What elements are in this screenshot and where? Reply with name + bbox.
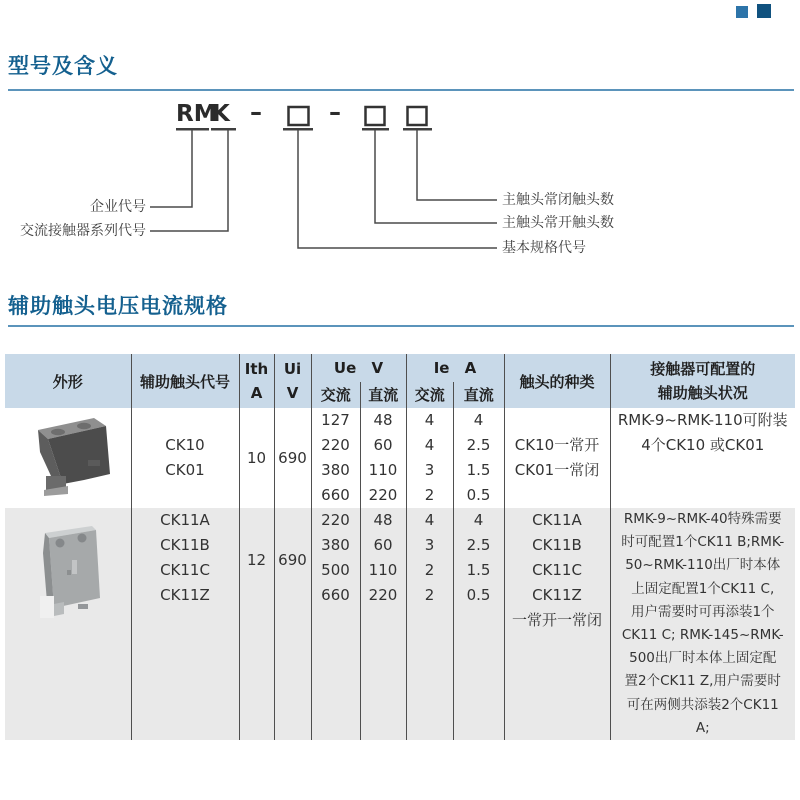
value: 2.5: [466, 436, 491, 454]
config-note-line: 上固定配置1个CK11 C,: [631, 580, 775, 597]
ue-ac-cell: [311, 508, 360, 740]
value: 1.5: [466, 461, 491, 479]
aux-code: CK11Z: [160, 586, 210, 604]
header-contact-kind: 触头的种类: [504, 354, 610, 408]
value: 60: [373, 536, 393, 554]
contact-kind: CK11Z: [532, 586, 582, 604]
value: 690: [278, 551, 307, 569]
value: 0.5: [466, 586, 491, 604]
value: 3: [424, 536, 435, 554]
value: 380: [321, 461, 350, 479]
section-title-aux-contacts: 辅助触头电压电流规格: [8, 294, 228, 318]
value: 220: [321, 436, 350, 454]
label-main-nc-contacts: 主触头常闭触头数: [502, 192, 614, 208]
ue-ac-cell: [311, 408, 360, 508]
model-code-dash: –: [329, 98, 341, 126]
contact-kind: CK11C: [532, 561, 582, 579]
ck10-contact-photo: [18, 412, 118, 500]
model-code-diagram: [0, 0, 800, 270]
header-ui-symbol: Ui: [283, 360, 302, 378]
header-ie: [406, 354, 504, 408]
value: 1.5: [466, 561, 491, 579]
ie-dc-cell: [453, 508, 504, 740]
header-ith-symbol: Ith: [244, 360, 269, 378]
value: 2: [424, 486, 435, 504]
value: 660: [321, 586, 350, 604]
config-note-line: RMK-9~RMK-110可附装: [617, 411, 788, 429]
header-ue: [311, 354, 406, 408]
value: 2: [424, 561, 435, 579]
aux-code: CK11A: [160, 511, 210, 529]
value: 500: [321, 561, 350, 579]
config-note-line: RMK-9~RMK-40特殊需要: [623, 511, 782, 527]
config-note-line: 置2个CK11 Z,用户需要时: [624, 673, 781, 690]
ui-cell: 690: [274, 408, 311, 508]
value: 220: [368, 586, 398, 604]
value: 110: [368, 561, 398, 579]
aux-contact-spec-table: [5, 354, 795, 740]
section-divider: [8, 325, 794, 327]
header-aux-code: 辅助触头代号: [131, 354, 239, 408]
config-note-line: 可在两侧共添装2个CK11: [626, 696, 779, 713]
ie-ac-cell: [406, 408, 453, 508]
ck11-contact-photo: [20, 518, 115, 623]
value: 4: [473, 411, 484, 429]
config-note-cell: [610, 408, 795, 508]
contact-kind: 一常开一常闭: [511, 611, 602, 629]
aux-code: CK11C: [160, 561, 210, 579]
label-series-code: 交流接触器系列代号: [20, 223, 146, 239]
model-code-dash: –: [250, 98, 262, 126]
value: 4: [424, 511, 435, 529]
header-ui: [274, 354, 311, 408]
value: 0.5: [466, 486, 491, 504]
config-note-line: CK11 C; RMK-145~RMK-: [621, 627, 784, 644]
header-ie-dc: 直流: [453, 382, 503, 408]
label-enterprise-code: 企业代号: [90, 199, 146, 215]
value: 2.5: [466, 536, 491, 554]
ie-ac-cell: [406, 508, 453, 740]
contact-kind: CK11B: [532, 536, 582, 554]
header-ie-ac: 交流: [414, 385, 445, 404]
value: 60: [373, 436, 393, 454]
label-basic-spec-code: 基本规格代号: [502, 240, 586, 256]
value: 380: [321, 536, 350, 554]
value: 48: [373, 511, 393, 529]
config-note-line: A;: [695, 719, 710, 736]
header-ith-unit: A: [250, 384, 263, 402]
config-note-line: 500出厂时本体上固定配: [629, 650, 777, 667]
label-main-no-contacts: 主触头常开触头数: [502, 215, 614, 231]
value: 3: [424, 461, 435, 479]
value: 4: [473, 511, 484, 529]
header-outline: 外形: [5, 354, 131, 408]
table-row-ck11: [5, 508, 795, 740]
product-photo-cell: [5, 408, 131, 508]
header-ue-symbol: Ue V: [333, 358, 384, 377]
config-note-line: 4个CK10 或CK01: [641, 436, 765, 454]
header-ui-unit: V: [286, 384, 299, 402]
header-ue-ac: 交流: [320, 385, 351, 404]
value: 4: [424, 436, 435, 454]
config-note-line: 时可配置1个CK11 B;RMK-: [621, 534, 785, 551]
config-note-line: 用户需要时可再添装1个: [630, 603, 775, 620]
aux-code-cell: [131, 508, 239, 740]
table-header-row: [5, 354, 795, 408]
model-code-rm: RM: [176, 101, 217, 127]
value: 220: [368, 486, 398, 504]
model-code-k: K: [212, 101, 230, 127]
value: 2: [424, 586, 435, 604]
ith-cell: 10: [239, 408, 274, 508]
product-photo-cell: [5, 508, 131, 740]
ue-dc-cell: [360, 508, 406, 740]
value: 127: [321, 411, 350, 429]
contact-kind: CK11A: [532, 511, 582, 529]
value: 220: [321, 511, 350, 529]
config-note-cell: [610, 508, 795, 740]
header-configurable: [610, 354, 795, 408]
value: 12: [246, 551, 267, 569]
contact-kind: CK01一常闭: [514, 461, 600, 479]
aux-code-cell: [131, 408, 239, 508]
config-note-line: 50~RMK-110出厂时本体: [625, 557, 781, 574]
ui-cell: [274, 508, 311, 740]
value: 48: [373, 411, 393, 429]
table-row-ck10: [5, 408, 795, 508]
aux-code: CK01: [165, 461, 205, 479]
header-configurable-line2: 辅助触头状况: [657, 384, 748, 402]
ie-dc-cell: [453, 408, 504, 508]
header-ith: [239, 354, 274, 408]
contact-kind: CK10一常开: [514, 436, 600, 454]
header-configurable-line1: 接触器可配置的: [650, 360, 756, 378]
section-title-model: 型号及含义: [8, 54, 118, 78]
ith-cell: [239, 508, 274, 740]
aux-code: CK11B: [160, 536, 210, 554]
ue-dc-cell: [360, 408, 406, 508]
value: 110: [368, 461, 398, 479]
header-ie-symbol: Ie A: [433, 358, 477, 377]
header-ue-dc: 直流: [360, 382, 406, 408]
contact-kind-cell: [504, 508, 610, 740]
value: 660: [321, 486, 350, 504]
value: 4: [424, 411, 435, 429]
contact-kind-cell: [504, 408, 610, 508]
aux-code: CK10: [165, 436, 205, 454]
